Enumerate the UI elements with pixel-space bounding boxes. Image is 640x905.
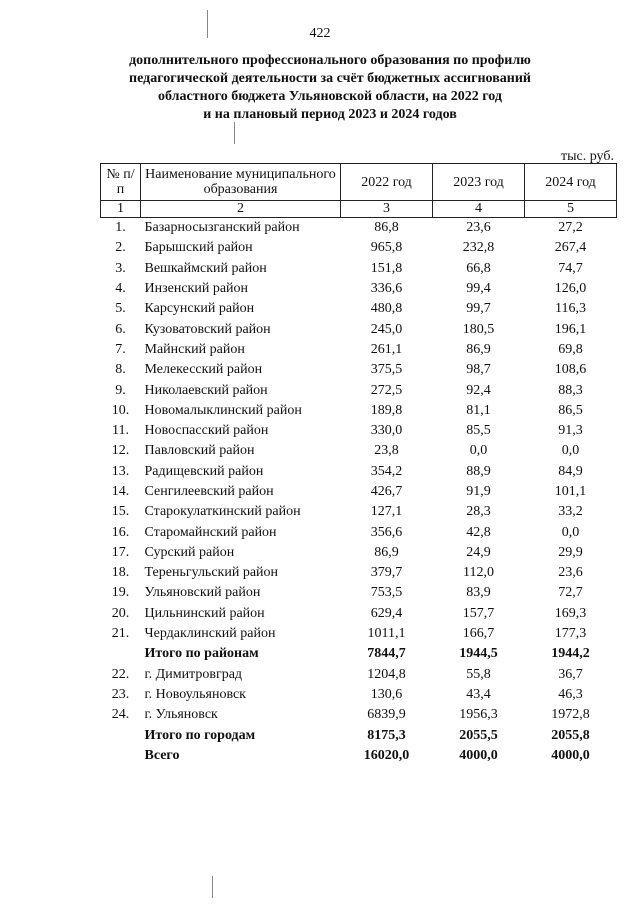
- value-2022: 1204,8: [367, 666, 406, 682]
- value-2023: 43,4: [466, 686, 491, 702]
- municipality-name: Сенгилеевский район: [144, 484, 274, 499]
- units-label: тыс. руб.: [561, 149, 614, 164]
- table-row: [101, 218, 617, 239]
- value-2023: 92,4: [466, 382, 491, 398]
- value-2023: 66,8: [466, 260, 491, 276]
- row-number: 5.: [115, 301, 126, 317]
- value-2022: 426,7: [370, 484, 403, 499]
- value-2022: 130,6: [370, 686, 403, 702]
- column-number: 3: [341, 201, 433, 218]
- municipality-name: Вешкаймский район: [144, 260, 267, 276]
- value-2023: 91,9: [466, 484, 491, 499]
- value-2022: 6839,9: [367, 707, 406, 723]
- municipality-name: Майнский район: [144, 341, 245, 357]
- row-number: 4.: [115, 281, 126, 297]
- table-row: [101, 340, 617, 360]
- allocation-table: [100, 163, 617, 766]
- value-2024: 72,7: [558, 585, 583, 601]
- table-row: [101, 441, 617, 461]
- value-2023: 24,9: [466, 544, 491, 560]
- value-2024: 169,3: [554, 605, 587, 621]
- row-number: [101, 725, 141, 745]
- row-number: [101, 644, 141, 664]
- municipality-name: Базарносызганский район: [144, 220, 300, 236]
- value-2024: 1944,2: [551, 646, 590, 662]
- value-2022: 1011,1: [367, 626, 406, 642]
- value-2022: 480,8: [370, 301, 403, 317]
- table-row: [101, 360, 617, 380]
- municipality-name: Чердаклинский район: [144, 626, 276, 642]
- row-number: 10.: [111, 402, 130, 418]
- table-row: [101, 401, 617, 421]
- value-2022: 330,0: [370, 423, 403, 439]
- table-row: [101, 502, 617, 522]
- value-2024: 101,1: [554, 484, 587, 499]
- header-name: Наименование муниципального образования: [141, 164, 341, 201]
- row-number: 17.: [111, 544, 130, 560]
- value-2022: 629,4: [370, 605, 403, 621]
- value-2022: 151,8: [370, 260, 403, 276]
- table-row: [101, 624, 617, 644]
- row-number: 19.: [111, 585, 130, 601]
- municipality-name: Инзенский район: [144, 281, 249, 297]
- value-2024: 36,7: [558, 666, 583, 682]
- value-2023: 166,7: [462, 626, 495, 642]
- table-row: [101, 705, 617, 725]
- value-2022: 261,1: [370, 341, 403, 357]
- row-number: 7.: [115, 341, 126, 357]
- value-2023: 55,8: [466, 666, 491, 682]
- value-2022: 379,7: [370, 565, 403, 581]
- table-row: [101, 299, 617, 319]
- municipality-name: Кузоватовский район: [144, 321, 271, 337]
- value-2022: 356,6: [370, 524, 403, 540]
- table-row: [101, 604, 617, 624]
- value-2022: 8175,3: [367, 727, 406, 743]
- total-row: [101, 644, 617, 664]
- row-number: 20.: [111, 605, 130, 621]
- municipality-name: Старомайнский район: [144, 524, 277, 540]
- municipality-name: Сурский район: [144, 544, 235, 560]
- table-row: [101, 238, 617, 258]
- value-2024: 4000,0: [551, 747, 590, 763]
- value-2024: 46,3: [558, 686, 583, 702]
- value-2023: 0,0: [469, 443, 488, 459]
- value-2023: 81,1: [466, 402, 491, 418]
- title-line: дополнительного профессионального образования по профилю: [129, 53, 531, 68]
- scan-artifact-line: [212, 876, 213, 898]
- column-number: 2: [141, 201, 341, 218]
- row-number: 11.: [112, 423, 129, 439]
- municipality-name: Новоспасский район: [144, 423, 269, 439]
- value-2022: 272,5: [370, 382, 403, 398]
- table-row: [101, 522, 617, 542]
- table-row: [101, 462, 617, 482]
- scan-artifact-line: [234, 122, 235, 144]
- row-number: 3.: [115, 260, 126, 276]
- row-number: 21.: [111, 626, 130, 642]
- value-2023: 85,5: [466, 423, 491, 439]
- row-number: 16.: [111, 524, 130, 540]
- value-2023: 99,7: [466, 301, 491, 317]
- row-number: 8.: [115, 362, 126, 378]
- municipality-name: Всего: [144, 747, 180, 763]
- row-number: 13.: [111, 463, 130, 479]
- document-title: [110, 52, 550, 124]
- value-2024: 1972,8: [551, 707, 590, 723]
- header-num: № п/п: [101, 164, 141, 201]
- value-2023: 42,8: [466, 524, 491, 540]
- value-2024: 196,1: [554, 321, 587, 337]
- value-2024: 74,7: [558, 260, 583, 276]
- municipality-name: Итого по районам: [144, 646, 259, 662]
- header-2024: 2024 год: [525, 164, 617, 201]
- column-number: 1: [101, 201, 141, 218]
- header-2023: 2023 год: [433, 164, 525, 201]
- title-line: педагогической деятельности за счёт бюджетных ассигнований: [129, 71, 531, 86]
- value-2024: 126,0: [554, 281, 587, 297]
- row-number: 2.: [115, 240, 126, 256]
- row-number: [101, 746, 141, 766]
- municipality-name: Новомалыклинский район: [144, 402, 302, 418]
- table-body: [101, 218, 617, 767]
- row-number: 18.: [111, 565, 130, 581]
- table-row: [101, 319, 617, 339]
- row-number: 9.: [115, 382, 126, 398]
- value-2024: 177,3: [554, 626, 587, 642]
- column-number: 4: [433, 201, 525, 218]
- table-row: [101, 279, 617, 299]
- value-2023: 99,4: [466, 281, 491, 297]
- value-2022: 336,6: [370, 281, 403, 297]
- row-number: 12.: [111, 443, 130, 459]
- value-2022: 245,0: [370, 321, 403, 337]
- value-2022: 86,8: [374, 220, 399, 236]
- column-number: 5: [525, 201, 617, 218]
- municipality-name: Николаевский район: [144, 382, 268, 398]
- municipality-name: Тереньгульский район: [144, 565, 279, 581]
- value-2023: 232,8: [462, 240, 495, 256]
- value-2024: 116,3: [555, 301, 586, 317]
- municipality-name: Карсунский район: [144, 301, 255, 317]
- row-number: 1.: [115, 220, 126, 236]
- value-2022: 965,8: [370, 240, 403, 256]
- table-row: [101, 380, 617, 400]
- value-2023: 88,9: [466, 463, 491, 479]
- title-line: и на плановый период 2023 и 2024 годов: [203, 107, 457, 122]
- value-2022: 16020,0: [363, 747, 410, 763]
- row-number: 15.: [111, 504, 130, 520]
- municipality-name: Итого по городам: [144, 727, 256, 743]
- row-number: 14.: [111, 484, 130, 499]
- total-row: [101, 746, 617, 766]
- table-row: [101, 421, 617, 441]
- value-2024: 86,5: [558, 402, 583, 418]
- table-row: [101, 665, 617, 685]
- title-line: областного бюджета Ульяновской области, на 2022 год: [158, 89, 502, 104]
- municipality-name: г. Ульяновск: [144, 707, 218, 723]
- value-2023: 180,5: [462, 321, 495, 337]
- value-2024: 267,4: [554, 240, 587, 256]
- value-2023: 86,9: [466, 341, 491, 357]
- value-2022: 23,8: [374, 443, 399, 459]
- row-number: 24.: [111, 707, 130, 723]
- value-2022: 7844,7: [367, 646, 406, 662]
- row-number: 22.: [111, 666, 130, 682]
- value-2024: 23,6: [558, 565, 583, 581]
- row-number: 23.: [111, 686, 130, 702]
- municipality-name: Мелекесский район: [144, 362, 263, 378]
- municipality-name: г. Димитровград: [144, 666, 243, 682]
- municipality-name: Барышский район: [144, 240, 253, 256]
- value-2024: 84,9: [558, 463, 583, 479]
- value-2023: 2055,5: [459, 727, 498, 743]
- total-row: [101, 725, 617, 745]
- table-row: [101, 563, 617, 583]
- value-2023: 112,0: [463, 565, 494, 581]
- column-number-row: [101, 201, 617, 218]
- value-2024: 29,9: [558, 544, 583, 560]
- table-row: [101, 259, 617, 279]
- municipality-name: Радищевский район: [144, 463, 264, 479]
- value-2023: 83,9: [466, 585, 491, 601]
- value-2024: 91,3: [558, 423, 583, 439]
- page-number: 422: [309, 26, 331, 41]
- value-2023: 157,7: [462, 605, 495, 621]
- table-row: [101, 583, 617, 603]
- municipality-name: г. Новоульяновск: [144, 686, 246, 702]
- table-row: [101, 543, 617, 563]
- value-2023: 1956,3: [459, 707, 498, 723]
- table-row: [101, 685, 617, 705]
- value-2023: 23,6: [466, 220, 491, 236]
- table-row: [101, 482, 617, 502]
- value-2024: 0,0: [561, 524, 580, 540]
- value-2022: 375,5: [370, 362, 403, 378]
- value-2024: 88,3: [558, 382, 583, 398]
- municipality-name: Павловский район: [144, 443, 255, 459]
- value-2022: 127,1: [370, 504, 403, 520]
- row-number: 6.: [115, 321, 126, 337]
- value-2024: 69,8: [558, 341, 583, 357]
- value-2024: 27,2: [558, 220, 583, 236]
- value-2023: 1944,5: [459, 646, 498, 662]
- value-2024: 108,6: [554, 362, 587, 378]
- municipality-name: Цильнинский район: [144, 605, 265, 621]
- table-header-row: [101, 164, 617, 201]
- value-2024: 2055,8: [551, 727, 590, 743]
- value-2022: 354,2: [370, 463, 403, 479]
- value-2023: 28,3: [466, 504, 491, 520]
- value-2023: 98,7: [466, 362, 491, 378]
- value-2024: 0,0: [561, 443, 580, 459]
- value-2022: 86,9: [374, 544, 399, 560]
- value-2024: 33,2: [558, 504, 583, 520]
- municipality-name: Ульяновский район: [144, 585, 261, 601]
- header-2022: 2022 год: [341, 164, 433, 201]
- municipality-name: Старокулаткинский район: [144, 504, 301, 520]
- value-2022: 189,8: [370, 402, 403, 418]
- value-2023: 4000,0: [459, 747, 498, 763]
- value-2022: 753,5: [370, 585, 403, 601]
